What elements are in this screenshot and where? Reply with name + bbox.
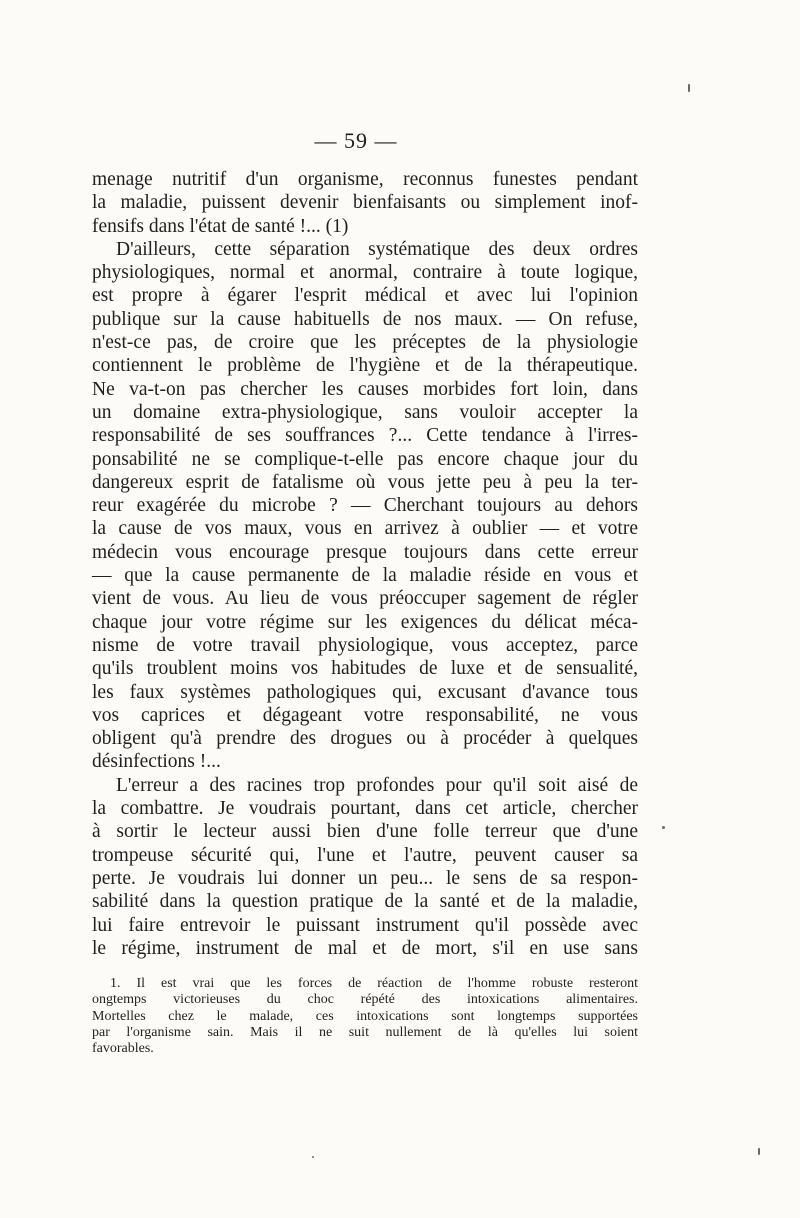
paper-speck: [662, 826, 665, 829]
body-text: [92, 168, 638, 960]
text-line: ponsabilité ne se complique-t-elle pas encore chaque jour du: [92, 448, 638, 470]
text-line: la maladie, puissent devenir bienfaisants ou simplement inof-: [92, 192, 638, 214]
text-line: menage nutritif d'un organisme, reconnus funestes pendant: [92, 169, 638, 190]
text-line: les faux systèmes pathologiques qui, excusant d'avance tous: [92, 681, 638, 703]
text-line: L'erreur a des racines trop profondes pour qu'il soit aisé de: [116, 774, 638, 796]
text-line: la combattre. Je voudrais pourtant, dans cet article, chercher: [92, 798, 638, 820]
text-line: à sortir le lecteur aussi bien d'une folle terreur que d'une: [92, 821, 638, 843]
text-line: reur exagérée du microbe ? — Cherchant toujours au dehors: [92, 495, 638, 517]
text-line: D'ailleurs, cette séparation systématique des deux ordres: [116, 238, 638, 260]
footnote-line: favorables.: [92, 1041, 154, 1057]
text-line: vos caprices et dégageant votre responsabilité, ne vous: [92, 704, 638, 726]
text-line: nisme de votre travail physiologique, vous acceptez, parce: [92, 634, 638, 656]
text-line: contiennent le problème de l'hygiène et de la thérapeutique.: [92, 355, 638, 377]
text-line: chaque jour votre régime sur les exigences du délicat méca-: [92, 611, 638, 633]
text-line: qu'ils troublent moins vos habitudes de luxe et de sensualité,: [92, 658, 638, 680]
text-line: dangereux esprit de fatalisme où vous jette peu à peu la ter-: [92, 471, 638, 493]
text-line: n'est-ce pas, de croire que les préceptes de la physiologie: [92, 332, 638, 354]
text-line: publique sur la cause habituells de nos maux. — On refuse,: [92, 308, 638, 330]
text-line: — que la cause permanente de la maladie réside en vous et: [92, 565, 638, 587]
text-line: physiologiques, normal et anormal, contraire à toute logique,: [92, 262, 638, 284]
text-line: est propre à égarer l'esprit médical et avec lui l'opinion: [92, 285, 638, 307]
text-line: fensifs dans l'état de santé !... (1): [92, 215, 349, 237]
text-line: un domaine extra-physiologique, sans vouloir accepter la: [92, 401, 638, 423]
text-line: la cause de vos maux, vous en arrivez à oublier — et votre: [92, 518, 638, 540]
paper-speck: [758, 1148, 760, 1155]
text-line: responsabilité de ses souffrances ?... Cette tendance à l'irres-: [92, 425, 638, 447]
text-line: Ne va-t-on pas chercher les causes morbides fort loin, dans: [92, 378, 638, 400]
footnote-line: 1. Il est vrai que les forces de réaction de l'homme robuste resteront: [110, 976, 638, 991]
text-line: lui faire entrevoir le puissant instrument qu'il possède avec: [92, 914, 638, 936]
text-line: trompeuse sécurité qui, l'une et l'autre, peuvent causer sa: [92, 844, 638, 866]
text-line: perte. Je voudrais lui donner un peu... le sens de sa respon-: [92, 867, 638, 889]
text-line: le régime, instrument de mal et de mort, s'il en use sans: [92, 937, 638, 959]
footnote-line: Mortelles chez le malade, ces intoxications sont longtemps supportées: [92, 1008, 638, 1024]
text-line: désinfections !...: [92, 751, 221, 773]
text-line: vient de vous. Au lieu de vous préoccuper sagement de régler: [92, 588, 638, 610]
text-line: sabilité dans la question pratique de la santé et de la maladie,: [92, 891, 638, 913]
paper-speck: [312, 1156, 314, 1158]
text-line: obligent qu'à prendre des drogues ou à procéder à quelques: [92, 728, 638, 750]
footnote-line: ongtemps victorieuses du choc répété des intoxications alimentaires.: [92, 992, 638, 1008]
footnote: [92, 976, 638, 1057]
footnote-line: par l'organisme sain. Mais il ne suit nullement de là qu'elles lui soient: [92, 1024, 638, 1040]
page-number: — 59 —: [314, 128, 398, 153]
paper-speck: [688, 84, 690, 92]
text-line: médecin vous encourage presque toujours dans cette erreur: [92, 541, 638, 563]
